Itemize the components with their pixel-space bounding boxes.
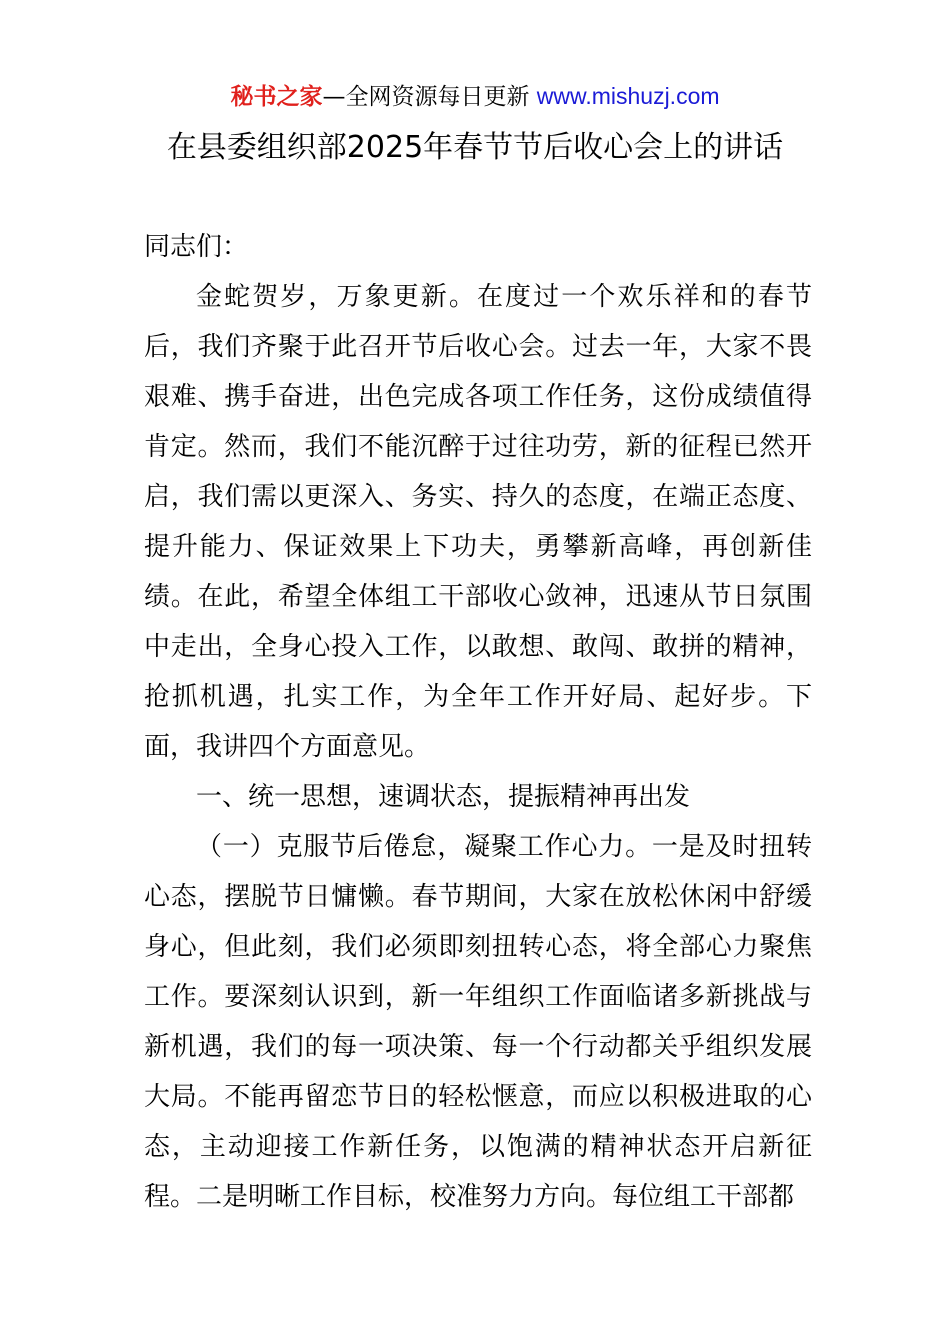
section-heading: 一、统一思想，速调状态，提振精神再出发 [196,782,691,812]
document-title: 在县委组织部2025年春节节后收心会上的讲话 [166,130,784,165]
paragraph-intro: 金蛇贺岁，万象更新。在度过一个欢乐祥和的春节后，我们齐聚于此召开节后收心会。过去一年，大家不畏艰难、携手奋进，出色完成各项工作任务，这份成绩值得肯定。然而，我们不能沉醉于过往功劳，新的征程已然开启，我们需以更深入、务实、持久的态度，在端正态度、提升能力、保证效果上下功夫，勇攀新高峰，再创新佳绩。在此，希望全体组工干部收心敛神，迅速从节日氛围中走出，全身心投入工作，以敢想、敢闯、敢拼的精神，抢抓机遇，扎实工作，为全年工作开好局、起好步。下面，我讲四个方面意见。 [144,282,812,762]
salutation: 同志们： [144,232,249,262]
site-url[interactable]: www.mishuzj.com [536,83,720,109]
document-body [144,222,812,1222]
paragraph-section-1: （一）克服节后倦怠，凝聚工作心力。一是及时扭转心态，摆脱节日慵懒。春节期间，大家在放松休闲中舒缓身心，但此刻，我们必须即刻扭转心态，将全部心力聚焦工作。要深刻认识到，新一年组织工作面临诸多新挑战与新机遇，我们的每一项决策、每一个行动都关乎组织发展大局。不能再留恋节日的轻松惬意，而应以积极进取的心态，主动迎接工作新任务，以饱满的精神状态开启新征程。二是明晰工作目标，校准努力方向。每位组工干部都 [144,832,812,1212]
site-slogan: —全网资源每日更新 [322,84,530,110]
brand-name: 秘书之家 [230,84,323,110]
site-banner [0,80,950,113]
